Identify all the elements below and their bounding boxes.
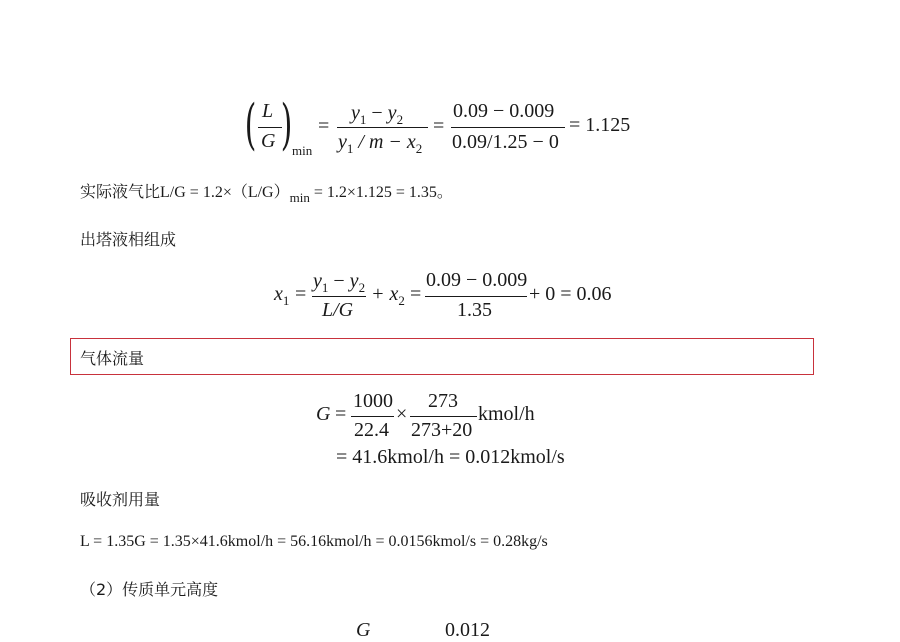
eq2-plus-x2: + $x_2$ xyxy=(371,283,405,308)
eq2-numerator: $y_1 - y_2$ xyxy=(313,270,366,295)
eq4-G: G xyxy=(356,619,371,641)
eq1-equals-1: = xyxy=(318,115,330,137)
actual-ratio-result: = 1.2×1.125 = 1.35。 xyxy=(309,184,453,201)
eq3-den1: 22.4 xyxy=(354,419,389,441)
eq3-G: G xyxy=(316,403,331,425)
eq2-x1: $x_1$ xyxy=(274,283,290,308)
eq2-equals-1: = xyxy=(295,283,307,305)
eq1-G: G xyxy=(261,130,276,152)
actual-ratio-expression: L/G = 1.2×（L/G） xyxy=(160,184,290,201)
eq2-equals-2: = xyxy=(410,283,422,305)
eq1-fraction-bar-2 xyxy=(337,127,428,128)
eq1-result: = 1.125 xyxy=(569,114,631,136)
eq2-fraction-bar-2 xyxy=(425,296,527,297)
eq4-value: 0.012 xyxy=(445,619,490,641)
eq3-num2: 273 xyxy=(428,390,458,412)
left-paren: ( xyxy=(244,93,257,156)
eq2-numerator-values: 0.09 − 0.009 xyxy=(426,269,528,291)
eq1-denominator-values: 0.09/1.25 − 0 xyxy=(452,131,559,153)
actual-ratio-label: 实际液气比 xyxy=(80,182,161,201)
eq3-fraction-bar-2 xyxy=(410,416,477,417)
eq3-unit: kmol/h xyxy=(478,403,535,425)
eq1-equals-2: = xyxy=(433,115,445,137)
heading-gas-flow: 气体流量 xyxy=(80,349,145,368)
eq1-numerator: $y_1 - y_2$ xyxy=(351,102,404,127)
eq2-denominator-value: 1.35 xyxy=(457,299,492,321)
absorbent-calculation-line: L = 1.35G = 1.35×41.6kmol/h = 56.16kmol/h = 0.0156kmol/s = 0.28kg/s xyxy=(80,533,548,550)
eq1-fraction-bar-1 xyxy=(258,127,282,128)
eq2-denominator: L/G xyxy=(322,299,354,321)
eq3-line2: = 41.6kmol/h = 0.012kmol/s xyxy=(336,446,565,468)
eq3-equals: = xyxy=(335,403,347,425)
right-paren: ) xyxy=(280,93,293,156)
highlight-box xyxy=(70,338,814,375)
actual-ratio-min-subscript: min xyxy=(289,190,310,205)
eq1-L: L xyxy=(262,100,274,122)
eq3-fraction-bar-1 xyxy=(351,416,394,417)
eq3-den2: 273+20 xyxy=(411,419,473,441)
eq1-denominator: $y_1 / m - x_2$ xyxy=(338,131,423,156)
eq2-fraction-bar-1 xyxy=(312,296,366,297)
eq1-fraction-bar-3 xyxy=(451,127,565,128)
heading-transfer-unit-height: （2）传质单元高度 xyxy=(80,580,219,599)
eq1-min-subscript: min xyxy=(292,143,313,158)
heading-absorbent-amount: 吸收剂用量 xyxy=(80,490,161,509)
eq1-numerator-values: 0.09 − 0.009 xyxy=(453,100,555,122)
eq2-tail: + 0 = 0.06 xyxy=(529,283,612,305)
heading-outlet-liquid-composition: 出塔液相组成 xyxy=(80,230,177,249)
actual-ratio-line xyxy=(80,179,453,205)
eq3-times: × xyxy=(396,403,408,425)
eq3-num1: 1000 xyxy=(353,390,393,412)
